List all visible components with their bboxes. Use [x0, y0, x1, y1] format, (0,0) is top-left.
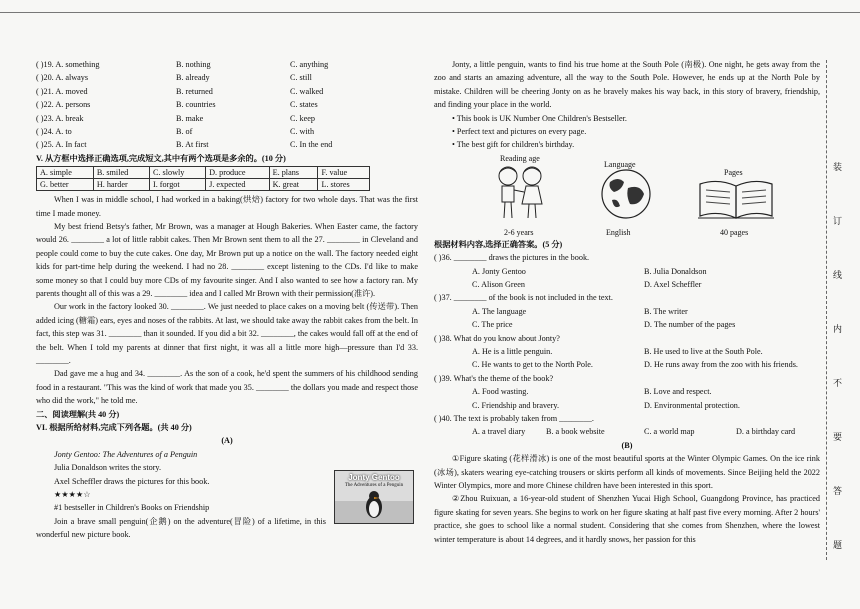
cloze-option: ( )21. A. moved [36, 86, 88, 96]
bullet-item: • This book is UK Number One Children's Bestseller. [452, 113, 627, 123]
cloze-question-row [36, 112, 418, 125]
answer-options-row [434, 265, 820, 278]
answer-option: B. The writer [644, 306, 688, 316]
cloze-option: ( )25. A. In fact [36, 140, 87, 150]
question-list [434, 251, 820, 438]
binding-note-char: 答 [833, 487, 843, 497]
answer-option: B. Love and respect. [644, 387, 712, 397]
book-info-illustration [434, 152, 820, 238]
cloze-question-row [36, 125, 418, 138]
question-stem: ( )37. ________ of the book is not included in the text. [434, 293, 613, 303]
pages-label: Pages [724, 167, 743, 177]
word-options-box [36, 166, 370, 191]
word-option: B. smiled [93, 167, 149, 179]
answer-option: D. a birthday card [736, 427, 796, 437]
pages-value: 40 pages [720, 227, 749, 237]
story-intro: Jonty, a little penguin, wants to find his true home at the South Pole (南极). One night, he gets away from the zoo and starts an amazing adventure, all the way to the South Pole. However, he ends up at the North Pole by mistake. Children will be cheering Jonty on as he bravely makes his way back, in this story of bravery, friendship, and finding your place in the world. [434, 60, 820, 110]
word-option: E. plans [269, 167, 318, 179]
answer-option: D. He runs away from the zoo with his friends. [644, 360, 798, 370]
cloze-question-row [36, 85, 418, 98]
cloze-option: C. still [290, 73, 312, 83]
reading-age-label: Reading age [500, 153, 540, 163]
cover-subtitle: The Adventures of a Penguin [344, 483, 404, 488]
cloze-option: B. make [176, 113, 204, 123]
language-label: Language [604, 159, 636, 169]
part-b-label: (B) [621, 440, 633, 450]
cloze-option: C. with [290, 126, 315, 136]
answer-options-row [434, 278, 820, 291]
bullet-list [434, 112, 820, 152]
book-blurb: Join a brave small penguin(企鹅) on the adventure(冒险) of a lifetime, in this wonderful new picture book. [36, 516, 326, 540]
cloze-option: C. states [290, 100, 318, 110]
section6-title: VI. 根据所给材料,完成下列各题。(共 40 分) [36, 423, 192, 433]
binding-note-char: 订 [833, 217, 843, 227]
word-option: J. expected [206, 179, 269, 191]
answer-option: B. a book website [546, 427, 605, 437]
cloze-option: B. At first [176, 140, 209, 150]
cloze-option: B. already [176, 73, 210, 83]
open-book-icon [696, 178, 776, 222]
answer-options-row [434, 318, 820, 331]
answer-option: A. He is a little penguin. [472, 346, 553, 356]
cloze-option: ( )22. A. persons [36, 100, 91, 110]
binding-line-margin [826, 60, 851, 560]
bestseller-line: #1 bestseller in Children's Books on Friendship [54, 503, 210, 513]
word-option: F. value [318, 167, 370, 179]
cloze-option: C. anything [290, 60, 329, 69]
section5-title: V. 从方框中选择正确选项,完成短文,其中有两个选项是多余的。(10 分) [36, 153, 286, 163]
binding-note-char: 要 [833, 433, 843, 443]
passage-paragraph: When I was in middle school, I had worked in a baking(烘焙) factory for two whole days. That was the first time I made money. [36, 195, 418, 218]
language-value: English [606, 227, 631, 237]
binding-note-char: 题 [833, 541, 843, 551]
question-stem: ( )39. What's the theme of the book? [434, 373, 554, 383]
options-row [37, 179, 370, 191]
word-option: H. harder [93, 179, 149, 191]
binding-note-char: 不 [833, 379, 843, 389]
book-author: Julia Donaldson writes the story. [54, 463, 162, 473]
word-option: G. better [37, 179, 94, 191]
cloze-options [36, 58, 418, 152]
rating-stars: ★★★★☆ [54, 490, 91, 500]
cloze-option: ( )23. A. break [36, 113, 84, 123]
answer-option: C. a world map [644, 427, 695, 437]
question-stem: ( )40. The text is probably taken from ________. [434, 413, 594, 423]
word-option: D. produce [206, 167, 269, 179]
answer-options-row [434, 305, 820, 318]
passage-paragraph: Dad gave me a hug and 34. ________. As the son of a cook, he'd spent the summers of his childhood sending food in a restaurant. "This was the kind of work that made you 35. ________ the dollars you made and respect those who did the work," he told me. [36, 369, 418, 406]
passage-b-paragraph: ②Zhou Ruixuan, a 16-year-old student of Shenzhen Yucai High School, Guangdong Province, has practiced figure skating for seven years. She begins to work on her figure skating at half past five every morning. After 2 hours' practice, she goes to school like a normal student. Considering that she comes from Shenzhen, where the lowest winter temperature is about 14 degrees, and it hardly snows, her passion for this [434, 494, 820, 544]
binding-note-char: 内 [833, 325, 843, 335]
answer-option: B. He used to live at the South Pole. [644, 346, 763, 356]
answer-option: D. The number of the pages [644, 320, 736, 330]
answer-option: B. Julia Donaldson [644, 266, 707, 276]
binding-note-char: 线 [833, 271, 843, 281]
bullet-item: • The best gift for children's birthday. [452, 140, 575, 150]
answer-option: A. Jonty Gentoo [472, 266, 526, 276]
book-illustrator: Axel Scheffler draws the pictures for this book. [54, 476, 210, 486]
word-option: I. forgot [149, 179, 205, 191]
cloze-option: ( )24. A. to [36, 126, 72, 136]
right-column [434, 58, 820, 546]
answer-option: A. Food wasting. [472, 387, 529, 397]
word-option: C. slowly [149, 167, 205, 179]
cloze-question-row [36, 58, 418, 71]
cover-title: Jonty Gentoo [348, 473, 400, 482]
word-option: A. simple [37, 167, 94, 179]
cloze-option: B. nothing [176, 60, 211, 69]
options-row [37, 167, 370, 179]
part2-title: 二、阅读理解(共 40 分) [36, 409, 120, 419]
answer-option: A. a travel diary [472, 427, 526, 437]
answer-option: C. The price [472, 320, 513, 330]
cloze-option: ( )19. A. something [36, 60, 100, 69]
cloze-option: C. In the end [290, 140, 333, 150]
answer-options-row [434, 345, 820, 358]
top-border-line [0, 12, 860, 13]
cloze-question-row [36, 71, 418, 84]
cloze-option: C. walked [290, 86, 324, 96]
answer-option: C. Friendship and bravery. [472, 400, 560, 410]
cloze-question-row [36, 98, 418, 111]
cloze-option: B. countries [176, 100, 216, 110]
questions-instruction: 根据材料内容,选择正确答案。(5 分) [434, 239, 563, 249]
passage-paragraph: Our work in the factory looked 30. ________. We just needed to place cakes on a moving belt (传送带). Then added icing (糖霜) ears, eyes and noses of the rabbits. At last, we should take away the rabbit cakes from the belt. In fact, this step was 31. ________ than it sounded. If you did a bit 32. ________, the cakes would fall off at the end of the belt. When I told my parents at dinner that first night, it was all a little more high—pressure than I'd 33. ________. [36, 302, 418, 366]
book-cover-image [334, 470, 414, 524]
passage-paragraph: My best friend Betsy's father, Mr Brown, was a manager at Hough Bakeries. When Easter came, the factory would 26. ________ a lot of little rabbit cakes. Then Mr Brown sent them to all the 27. ________ in Cleveland and people could come to buy the cute cakes. One day, Mr Brown put up a notice on the wall. The factory needed eight kids for part-time help during the weekend. I had no 28. ________ except listening to the CDs. I'd like to make some money so that I could buy more CDs of my favourite singer. And I also wanted to see how a factory ran. My parents thought all of this was a 29. ________ idea and I called Mr Brown with their permission(准许). [36, 221, 418, 298]
word-option: L. stores [318, 179, 370, 191]
bullet-item: • Perfect text and pictures on every page. [452, 127, 587, 137]
binding-note-char: 装 [833, 163, 843, 173]
children-icon [490, 162, 550, 224]
reading-age-value: 2-6 years [504, 227, 534, 237]
answer-option: D. Axel Scheffler [644, 280, 702, 290]
question-stem: ( )38. What do you know about Jonty? [434, 333, 560, 343]
globe-icon [600, 168, 652, 220]
cloze-option: C. keep [290, 113, 316, 123]
answer-options-row [434, 425, 820, 438]
answer-options-row [434, 399, 820, 412]
answer-option: A. The language [472, 306, 527, 316]
cloze-question-row [36, 138, 418, 151]
answer-options-row [434, 385, 820, 398]
cloze-option: ( )20. A. always [36, 73, 89, 83]
word-option: K. great [269, 179, 318, 191]
answer-option: C. He wants to get to the North Pole. [472, 360, 593, 370]
passage-b-paragraph: ①Figure skating (花样滑冰) is one of the most beautiful sports at the Winter Olympic Games. On the ice rink (冰场), skaters wearing eye-catching trousers or skirts perform all kinds of movements. Since Beijing held the 2022 Winter Olympics, more and more Chinese children have been interested in this sport. [434, 454, 820, 490]
answer-option: C. Alison Green [472, 280, 525, 290]
cloze-option: B. of [176, 126, 193, 136]
book-title: Jonty Gentoo: The Adventures of a Penguin [54, 449, 198, 459]
cloze-option: B. returned [176, 86, 213, 96]
answer-options-row [434, 358, 820, 371]
question-stem: ( )36. ________ draws the pictures in the book. [434, 253, 590, 263]
part-a-label: (A) [221, 436, 233, 446]
answer-option: D. Environmental protection. [644, 400, 740, 410]
